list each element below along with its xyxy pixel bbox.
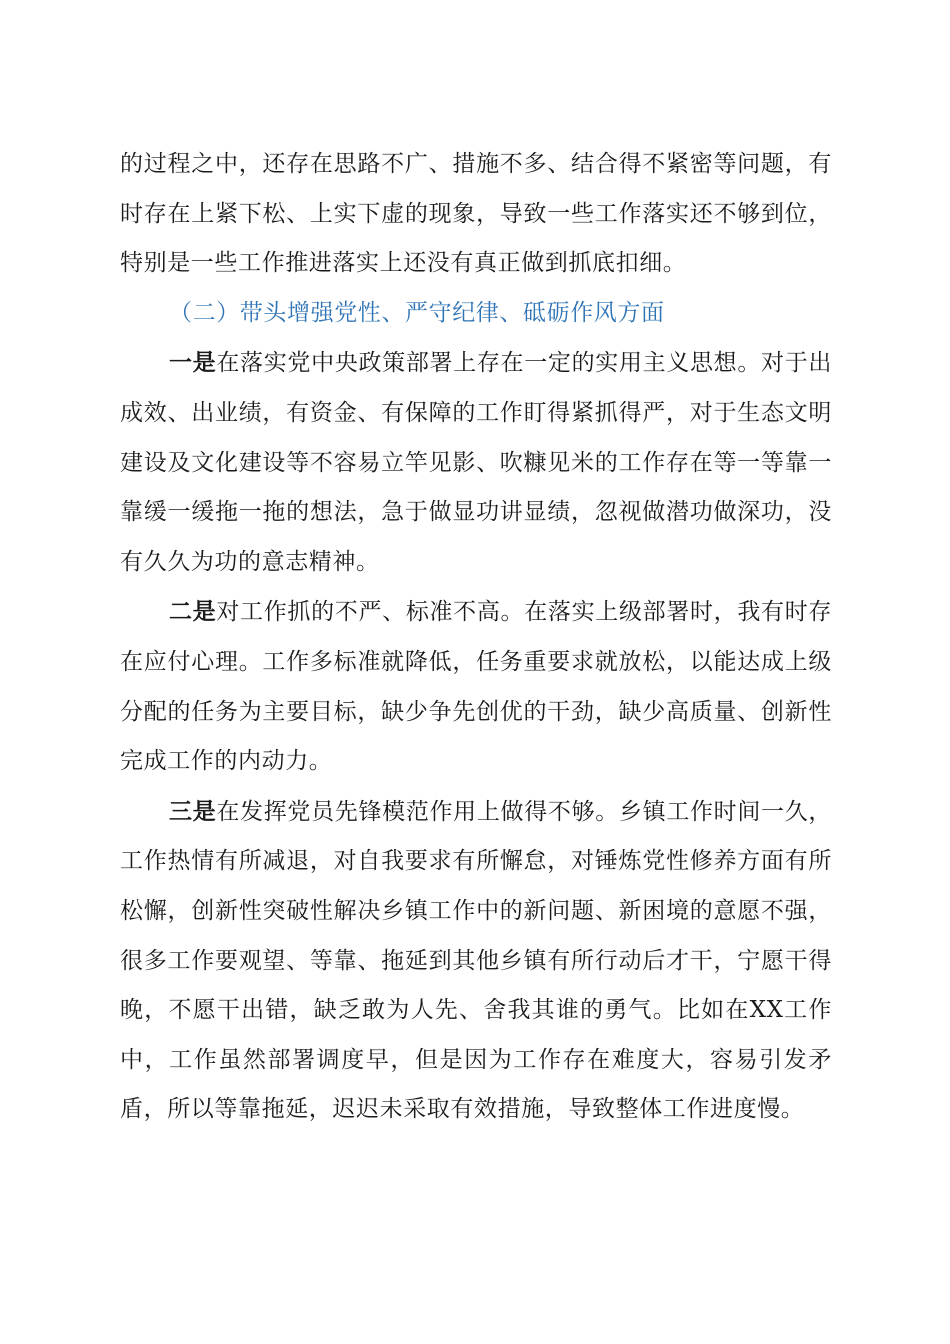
document-body [120,140,832,1135]
paragraph-two-lead: 二是 [169,598,217,626]
paragraph-three [120,787,832,1135]
paragraph-two [120,587,832,786]
paragraph-one-lead: 一是 [169,349,217,377]
section-heading: （二）带头增强党性、严守纪律、砥砺作风方面 [169,299,665,326]
continuation-paragraph: 的过程之中，还存在思路不广、措施不多、结合得不紧密等问题，有时存在上紧下松、上实下虚的现象，导致一些工作落实还不够到位，特别是一些工作推进落实上还没有真正做到抓底扣细。 [120,151,832,277]
paragraph-three-lead: 三是 [169,797,217,825]
paragraph-two-text: 对工作抓的不严、标准不高。在落实上级部署时，我有时存在应付心理。工作多标准就降低，任务重要求就放松，以能达成上级分配的任务为主要目标，缺少争先创优的干劲，缺少高质量、创新性完成工作的内动力。 [120,599,833,775]
paragraph-three-text: 在发挥党员先锋模范作用上做得不够。乡镇工作时间一久，工作热情有所减退，对自我要求有所懈怠，对锤炼党性修养方面有所松懈，创新性突破性解决乡镇工作中的新问题、新困境的意愿不强，很多工作要观望、等靠、拖延到其他乡镇有所行动后才干，宁愿干得晚，不愿干出错，缺乏敢为人先、舍我其谁的勇气。比如在XX工作中，工作虽然部署调度早，但是因为工作存在难度大，容易引发矛盾，所以等靠拖延，迟迟未采取有效措施，导致整体工作进度慢。 [120,798,833,1123]
paragraph-one [120,338,832,587]
paragraph-one-text: 在落实党中央政策部署上存在一定的实用主义思想。对于出成效、出业绩，有资金、有保障的工作盯得紧抓得严，对于生态文明建设及文化建设等不容易立竿见影、吹糠见米的工作存在等一等靠一靠缓一缓拖一拖的想法，急于做显功讲显绩，忽视做潜功做深功，没有久久为功的意志精神。 [120,350,833,575]
